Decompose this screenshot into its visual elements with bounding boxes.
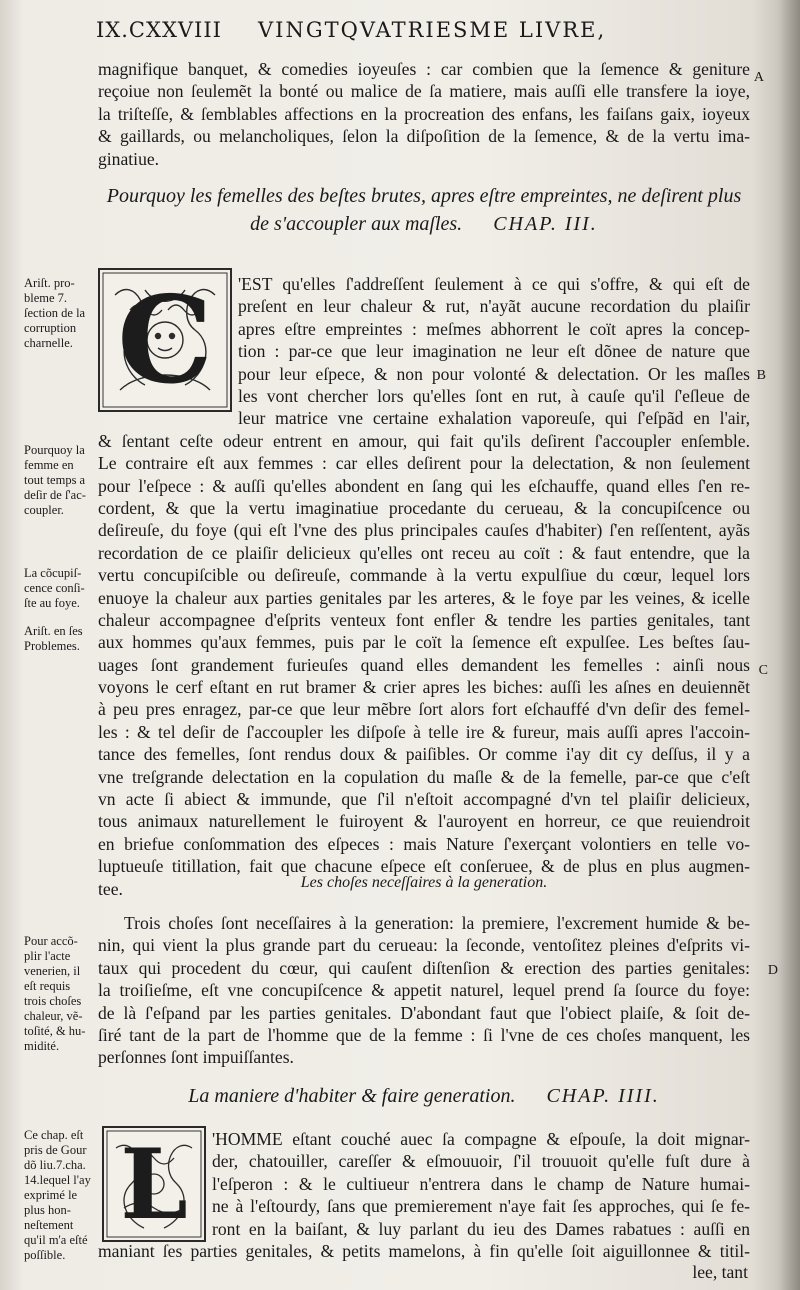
margin-line: Pourquoy la (24, 443, 85, 457)
margin-note-aristotle-probleme (24, 276, 98, 351)
margin-line: Problemes. (24, 639, 80, 653)
text-line: chaleur accompagnee d'eſprits venteux font enfler & tendre les parties genitales, tant (98, 609, 750, 630)
margin-line: midité. (24, 1039, 60, 1053)
margin-line: ſection de la (24, 306, 86, 320)
text-line: tion : par-ce que leur imagination ne leur eſt dõnee de nature que (238, 341, 750, 362)
page-edge-shadow (778, 0, 800, 1290)
running-title: VINGTQVATRIESME LIVRE, (258, 18, 607, 42)
chapter-3-title-line1: Pourquoy les femelles des beſtes brutes, apres eſtre empreintes, ne deſirent plus (106, 185, 742, 207)
text-line: apres eſtre empreintes : meſmes abhorrent le coït apres la concep- (238, 318, 750, 339)
margin-line: charnelle. (24, 336, 73, 350)
text-line: tee. (98, 878, 123, 899)
chapter-4-paragraph (98, 1240, 750, 1262)
margin-line: corruption (24, 321, 77, 335)
margin-line: dõ liu.7.cha. (24, 1158, 86, 1172)
margin-line: coupler. (24, 503, 64, 517)
text-line: les vont chercher lors qu'elles ſont en rut, à cauſe qu'il ſ'eſleue de (238, 385, 750, 406)
text-line: uages ſont grandement furieuſes quand elles demandent les femelles : ainſi nous (98, 654, 750, 675)
margin-line: femme en (24, 458, 74, 472)
chapter-3-label: CHAP. III. (493, 213, 598, 235)
text-line: reçoiue non ſeulemẽt la bonté ou malice de ſa matiere, mais auſſi elle transfere la ioye, (98, 81, 750, 102)
margin-line: Ce chap. eſt (24, 1128, 84, 1142)
margin-line: cence conſi- (24, 581, 85, 595)
margin-line: deſir de ſ'ac- (24, 488, 86, 502)
chapter-4-title (98, 1082, 750, 1110)
text-line: pour leur eſpece, & non pour volonté & delectation. Or les maſles (238, 363, 750, 384)
chapter-4-label: CHAP. IIII. (546, 1085, 660, 1107)
text-line: vn acte ſi abiect & immunde, que ſ'il n'eſtoit accompagné d'vn tel plaiſir delicieux, (98, 789, 750, 810)
text-line: preſent en leur chaleur & rut, n'ayãt aucune recordation du plaiſir (238, 296, 750, 317)
dropcap-letter: L (120, 1127, 188, 1241)
text-line: cordent, & que la vertu imaginatiue procedante du cerueau, & la concupiſcence ou (98, 497, 750, 518)
catchword: lee, tant (692, 1262, 748, 1282)
margin-line: plus hon- (24, 1203, 71, 1217)
text-line: à peu pres enragez, par-ce que leur mẽbre ſort alors fort eſchauffé d'vn deſir des femel- (98, 699, 750, 720)
text-line: 'HOMME eſtant couché auec ſa compagne & eſpouſe, la doit mignar- (212, 1129, 750, 1149)
text-line: taux qui procedent du cœur, qui cauſent diſtenſion & erection des parties genitales: (98, 957, 750, 978)
text-line: Trois choſes ſont neceſſaires à la generation: la premiere, l'excrement humide & be- (124, 913, 750, 933)
chapter-3-paragraph-indented (238, 273, 750, 430)
margin-line: poſſible. (24, 1248, 66, 1262)
text-line: der, chatouiller, careſſer & eſmouuoir, ſ'il trouuoit qu'elle fuſt dure à (212, 1151, 750, 1172)
margin-line: qu'il m'a eſté (24, 1233, 88, 1247)
page-header (96, 18, 756, 48)
margin-note-concupiscence (24, 566, 98, 611)
section-letter-a: A (753, 70, 764, 85)
text-line: maniant ſes parties genitales, & petits mamelons, à fin qu'elle ſoit aiguillonnee & titil- (98, 1241, 750, 1261)
text-line: nin, qui vient la plus grande part du cerueau: la ſeconde, ventoſitez pleines d'eſprits vi- (98, 935, 750, 956)
dropcap-c (98, 268, 232, 412)
margin-line: bleme 7. (24, 291, 68, 305)
margin-line: trois choſes (24, 994, 82, 1008)
text-line: tous animaux naturellement le fuiroyent & l'auroyent en horreur, ce que reuiendroit (98, 811, 750, 832)
text-line: Le contraire eſt aux femmes : car elles deſirent pour la delectation, & non ſeulement (98, 453, 750, 474)
text-line: ginatiue. (98, 148, 160, 169)
chapter-4-paragraph-indented (212, 1128, 750, 1240)
top-paragraph (98, 58, 750, 170)
text-line: en briefue conſommation des eſpeces : mais Nature ſ'exerçant volontiers en telle vo- (98, 833, 750, 854)
chapter-3-title-line2: de s'accoupler aux maſles. (250, 213, 463, 235)
chapter-3-title (98, 182, 750, 238)
text-line: les : & tel deſir de ſ'accoupler les diſpoſe à telle ire & fureur, mais auſſi apres l'accoin- (98, 721, 750, 742)
margin-note-acte-venerien (24, 934, 98, 1054)
margin-line: chaleur, vẽ- (24, 1009, 83, 1023)
folio-number: IX.CXXVIII (96, 18, 222, 42)
margin-line: ſte au foye. (24, 596, 80, 610)
section-letter-d: D (767, 963, 778, 978)
margin-line: exprimé le (24, 1188, 78, 1202)
margin-note-gourdon (24, 1128, 98, 1263)
margin-line: La cõcupiſ- (24, 566, 82, 580)
margin-line: eſt requis (24, 979, 71, 993)
text-line: tance des femelles, ſont rendus doux & paiſibles. Or comme i'ay dit cy deſſus, il y a (98, 744, 750, 765)
margin-note-pourquoy (24, 443, 98, 518)
text-line: & gaillards, ou melancholiques, ſelon la diſpoſition de la ſemence, & de la vertu ima- (98, 126, 750, 147)
margin-line: neſtement (24, 1218, 74, 1232)
text-line: l'eſperon : & le cultiueur n'entrera dans le champ de Nature humai- (212, 1173, 750, 1194)
text-line: leur matrice vne certaine exhalation vaporeuſe, qui ſ'eſpãd en l'air, (238, 408, 750, 429)
margin-line: plir l'acte (24, 949, 71, 963)
margin-line: venerien, il (24, 964, 81, 978)
margin-line: 14.lequel l'ay (24, 1173, 91, 1187)
text-line: pour l'eſpece : & auſſi qu'elles abondent en ſang qui les eſchauffe, quand elles ſ'en re- (98, 475, 750, 496)
text-line: vertu concupiſcible ou deſireuſe, commande à la vertu expulſiue du cœur, lequel lors (98, 565, 750, 586)
text-line: enuoye la chaleur aux parties genitales par les arteres, & le foye par les veines, & icelle (98, 587, 750, 608)
text-line: perſonnes ſont impuiſſantes. (98, 1047, 294, 1068)
dropcap-l (102, 1126, 206, 1242)
text-line: de là ſ'eſpand par les parties genitales. D'abondant faut que l'obiect plaiſe, & ſoit de- (98, 1002, 750, 1023)
text-line: 'EST qu'elles ſ'addreſſent ſeulement à ce qui s'offre, & qui eſt de (238, 274, 750, 294)
generation-paragraph (98, 912, 750, 1069)
text-line: ront en la baiſant, & luy parlant du ieu des Dames rabatues : auſſi en (212, 1218, 750, 1239)
margin-line: Ariſt. pro- (24, 276, 75, 290)
text-line: aux hommes qu'aux femmes, puis par le coït la ſemence eſt expulſee. Les beſtes ſau- (98, 632, 750, 653)
margin-line: Ariſt. en ſes (24, 624, 83, 638)
text-line: vne treſgrande delectation en la copulation du maſle & de la femelle, par-ce que c'eſt (98, 766, 750, 787)
text-line: voyons le cerf eſtant en rut bramer & crier apres les biches: auſſi les aſnes en deuiennẽt (98, 677, 750, 698)
text-line: magnifique banquet, & comedies ioyeuſes : car combien que la ſemence & geniture (98, 59, 750, 79)
text-line: ne à l'eſtourdy, ſans que premierement n'aye fait ſes approches, qui ſe fe- (212, 1196, 750, 1217)
section-letter-c: C (758, 663, 768, 678)
text-line: la triſteſſe, & ſemblables affections en la procreation des enfans, les faiſans gaix, ioyeux (98, 103, 750, 124)
dropcap-letter: C (117, 269, 213, 411)
margin-line: tout temps a (24, 473, 86, 487)
text-line: recordation de ce plaiſir delicieux qu'elles ont receu au coït : & faut entendre, que la (98, 542, 750, 563)
margin-line: pris de Gour (24, 1143, 87, 1157)
text-line: ſiré tant de la part de l'homme que de la femme : ſi l'vne de ces choſes manquent, les (98, 1024, 750, 1045)
generation-subtitle: Les choſes neceſſaires à la generation. (300, 874, 548, 891)
margin-note-aristotle-problemes (24, 624, 98, 654)
chapter-4-title-text: La maniere d'habiter & faire generation. (188, 1085, 516, 1107)
margin-line: toſité, & hu- (24, 1024, 86, 1038)
text-line: & ſentant ceſte odeur entrent en amour, qui fait qu'ils deſirent ſ'accoupler enſemble. (98, 430, 750, 451)
text-line: luptueuſe titillation, fait que chacune eſpece eſt conſeruee, & de plus en plus augmen- (98, 856, 750, 877)
text-line: la troiſieſme, eſt vne concupiſcence & appetit naturel, lequel prend ſa ſource du foye: (98, 980, 750, 1001)
chapter-3-paragraph (98, 430, 750, 900)
margin-line: Pour accõ- (24, 934, 78, 948)
text-line: deſireuſe, du foye (qui eſt l'vne des plus principales cauſes d'habiter) ſ'en reſſentent, ayãs (98, 520, 750, 541)
section-letter-b: B (756, 368, 766, 383)
